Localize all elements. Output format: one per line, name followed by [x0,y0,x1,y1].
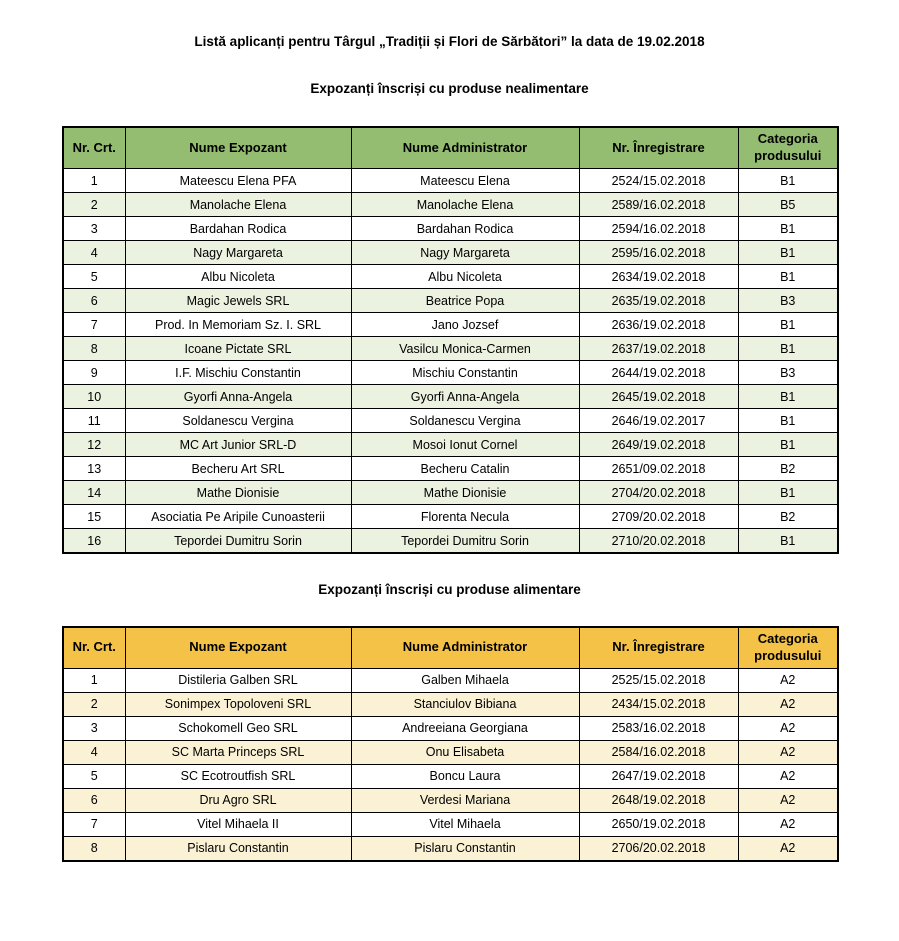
table-row [63,289,838,313]
registration-number-cell: 2649/19.02.2018 [579,433,738,457]
table-row [63,505,838,529]
administrator-name-cell: Vitel Mihaela [351,812,579,836]
expozant-name-cell: Soldanescu Vergina [125,409,351,433]
registration-number-cell: 2583/16.02.2018 [579,716,738,740]
row-number-cell: 6 [63,289,125,313]
row-number-cell: 4 [63,740,125,764]
registration-number-cell: 2645/19.02.2018 [579,385,738,409]
table-row [63,385,838,409]
row-number-cell: 6 [63,788,125,812]
registration-number-cell: 2636/19.02.2018 [579,313,738,337]
table-header [63,627,838,669]
expozant-name-cell: Tepordei Dumitru Sorin [125,529,351,554]
document-page [0,34,899,862]
column-header: Nr. Crt. [63,627,125,669]
expozant-name-cell: Mateescu Elena PFA [125,169,351,193]
registration-number-cell: 2637/19.02.2018 [579,337,738,361]
expozant-name-cell: MC Art Junior SRL-D [125,433,351,457]
table-row [63,313,838,337]
column-header: Nr. Înregistrare [579,627,738,669]
administrator-name-cell: Nagy Margareta [351,241,579,265]
administrator-name-cell: Verdesi Mariana [351,788,579,812]
column-header: Nume Administrator [351,127,579,169]
product-category-cell: A2 [738,716,838,740]
table-row [63,265,838,289]
registration-number-cell: 2704/20.02.2018 [579,481,738,505]
row-number-cell: 7 [63,812,125,836]
product-category-cell: A2 [738,788,838,812]
registration-number-cell: 2648/19.02.2018 [579,788,738,812]
expozant-name-cell: SC Marta Princeps SRL [125,740,351,764]
registration-number-cell: 2589/16.02.2018 [579,193,738,217]
registration-number-cell: 2584/16.02.2018 [579,740,738,764]
product-category-cell: A2 [738,764,838,788]
nonfood-exhibitors-table [62,126,839,554]
registration-number-cell: 2634/19.02.2018 [579,265,738,289]
row-number-cell: 15 [63,505,125,529]
row-number-cell: 2 [63,193,125,217]
header-row [63,127,838,169]
product-category-cell: B5 [738,193,838,217]
table-row [63,169,838,193]
table-row [63,193,838,217]
row-number-cell: 16 [63,529,125,554]
table-header [63,127,838,169]
expozant-name-cell: Schokomell Geo SRL [125,716,351,740]
administrator-name-cell: Soldanescu Vergina [351,409,579,433]
product-category-cell: A2 [738,692,838,716]
section-nonfood-products [62,81,837,554]
expozant-name-cell: Gyorfi Anna-Angela [125,385,351,409]
product-category-cell: B1 [738,481,838,505]
registration-number-cell: 2650/19.02.2018 [579,812,738,836]
administrator-name-cell: Beatrice Popa [351,289,579,313]
table-row [63,217,838,241]
expozant-name-cell: Becheru Art SRL [125,457,351,481]
registration-number-cell: 2594/16.02.2018 [579,217,738,241]
expozant-name-cell: Mathe Dionisie [125,481,351,505]
row-number-cell: 7 [63,313,125,337]
food-exhibitors-table [62,626,839,862]
administrator-name-cell: Stanciulov Bibiana [351,692,579,716]
row-number-cell: 12 [63,433,125,457]
expozant-name-cell: Sonimpex Topoloveni SRL [125,692,351,716]
registration-number-cell: 2525/15.02.2018 [579,668,738,692]
administrator-name-cell: Jano Jozsef [351,313,579,337]
expozant-name-cell: I.F. Mischiu Constantin [125,361,351,385]
row-number-cell: 9 [63,361,125,385]
registration-number-cell: 2434/15.02.2018 [579,692,738,716]
registration-number-cell: 2644/19.02.2018 [579,361,738,385]
column-header: Nume Expozant [125,127,351,169]
row-number-cell: 3 [63,217,125,241]
table-row [63,668,838,692]
product-category-cell: B1 [738,217,838,241]
expozant-name-cell: Distileria Galben SRL [125,668,351,692]
product-category-cell: B1 [738,385,838,409]
product-category-cell: B3 [738,361,838,385]
expozant-name-cell: Magic Jewels SRL [125,289,351,313]
registration-number-cell: 2706/20.02.2018 [579,836,738,861]
expozant-name-cell: Dru Agro SRL [125,788,351,812]
administrator-name-cell: Mathe Dionisie [351,481,579,505]
section-food-products [62,582,837,861]
registration-number-cell: 2635/19.02.2018 [579,289,738,313]
administrator-name-cell: Becheru Catalin [351,457,579,481]
expozant-name-cell: Prod. In Memoriam Sz. I. SRL [125,313,351,337]
product-category-cell: B1 [738,313,838,337]
product-category-cell: B1 [738,169,838,193]
table-row [63,716,838,740]
table-row [63,457,838,481]
page-title: Listă aplicanți pentru Târgul „Tradiții și Flori de Sărbători” la data de 19.02.2018 [194,34,705,49]
table-row [63,433,838,457]
registration-number-cell: 2651/09.02.2018 [579,457,738,481]
row-number-cell: 11 [63,409,125,433]
row-number-cell: 1 [63,169,125,193]
product-category-cell: B1 [738,529,838,554]
registration-number-cell: 2710/20.02.2018 [579,529,738,554]
product-category-cell: B1 [738,433,838,457]
administrator-name-cell: Florenta Necula [351,505,579,529]
row-number-cell: 8 [63,337,125,361]
row-number-cell: 5 [63,764,125,788]
administrator-name-cell: Mischiu Constantin [351,361,579,385]
column-header: Categoria produsului [738,627,838,669]
table-row [63,836,838,861]
administrator-name-cell: Mateescu Elena [351,169,579,193]
administrator-name-cell: Andreeiana Georgiana [351,716,579,740]
administrator-name-cell: Albu Nicoleta [351,265,579,289]
product-category-cell: A2 [738,740,838,764]
row-number-cell: 13 [63,457,125,481]
expozant-name-cell: SC Ecotroutfish SRL [125,764,351,788]
row-number-cell: 8 [63,836,125,861]
expozant-name-cell: Icoane Pictate SRL [125,337,351,361]
registration-number-cell: 2647/19.02.2018 [579,764,738,788]
product-category-cell: B1 [738,265,838,289]
row-number-cell: 10 [63,385,125,409]
product-category-cell: A2 [738,836,838,861]
table-row [63,740,838,764]
registration-number-cell: 2646/19.02.2017 [579,409,738,433]
table-row [63,409,838,433]
expozant-name-cell: Manolache Elena [125,193,351,217]
column-header: Nume Expozant [125,627,351,669]
table-row [63,764,838,788]
table-row [63,241,838,265]
table-row [63,812,838,836]
table-row [63,788,838,812]
product-category-cell: B3 [738,289,838,313]
row-number-cell: 3 [63,716,125,740]
table-row [63,692,838,716]
registration-number-cell: 2709/20.02.2018 [579,505,738,529]
administrator-name-cell: Manolache Elena [351,193,579,217]
expozant-name-cell: Pislaru Constantin [125,836,351,861]
row-number-cell: 4 [63,241,125,265]
administrator-name-cell: Boncu Laura [351,764,579,788]
table-body [63,169,838,554]
table-row [63,529,838,554]
section-heading-nonfood: Expozanți înscriși cu produse nealimentare [310,81,589,97]
table-row [63,361,838,385]
administrator-name-cell: Mosoi Ionut Cornel [351,433,579,457]
administrator-name-cell: Onu Elisabeta [351,740,579,764]
row-number-cell: 2 [63,692,125,716]
column-header: Nr. Crt. [63,127,125,169]
column-header: Categoria produsului [738,127,838,169]
expozant-name-cell: Asociatia Pe Aripile Cunoasterii [125,505,351,529]
product-category-cell: A2 [738,668,838,692]
row-number-cell: 1 [63,668,125,692]
product-category-cell: B1 [738,337,838,361]
header-row [63,627,838,669]
row-number-cell: 14 [63,481,125,505]
table-body [63,668,838,861]
column-header: Nr. Înregistrare [579,127,738,169]
product-category-cell: B1 [738,409,838,433]
product-category-cell: B1 [738,241,838,265]
table-row [63,337,838,361]
product-category-cell: A2 [738,812,838,836]
registration-number-cell: 2595/16.02.2018 [579,241,738,265]
expozant-name-cell: Albu Nicoleta [125,265,351,289]
expozant-name-cell: Vitel Mihaela II [125,812,351,836]
row-number-cell: 5 [63,265,125,289]
administrator-name-cell: Vasilcu Monica-Carmen [351,337,579,361]
column-header: Nume Administrator [351,627,579,669]
section-heading-food: Expozanți înscriși cu produse alimentare [318,582,581,598]
administrator-name-cell: Tepordei Dumitru Sorin [351,529,579,554]
administrator-name-cell: Pislaru Constantin [351,836,579,861]
administrator-name-cell: Gyorfi Anna-Angela [351,385,579,409]
expozant-name-cell: Nagy Margareta [125,241,351,265]
expozant-name-cell: Bardahan Rodica [125,217,351,241]
product-category-cell: B2 [738,457,838,481]
table-row [63,481,838,505]
administrator-name-cell: Bardahan Rodica [351,217,579,241]
administrator-name-cell: Galben Mihaela [351,668,579,692]
product-category-cell: B2 [738,505,838,529]
registration-number-cell: 2524/15.02.2018 [579,169,738,193]
